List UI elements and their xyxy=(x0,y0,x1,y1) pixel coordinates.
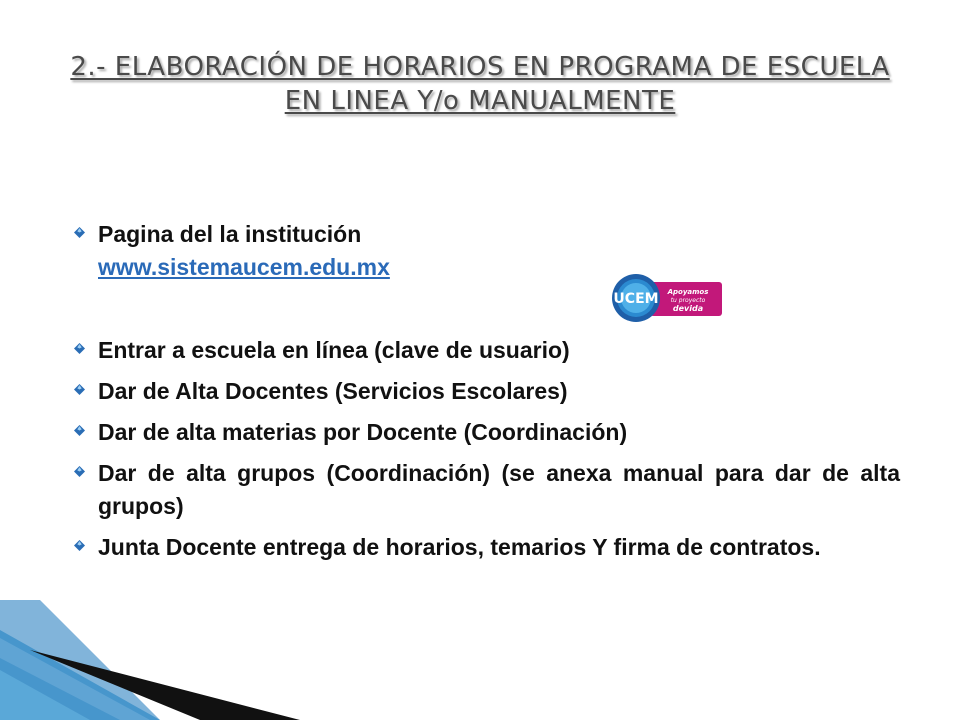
corner-decoration xyxy=(0,600,300,720)
logo-brand: UCEM xyxy=(613,291,659,307)
bullet-item-meeting xyxy=(72,531,900,564)
logo-slogan-3: devida xyxy=(672,304,704,313)
diamond-bullet-icon xyxy=(74,540,85,551)
diamond-bullet-icon xyxy=(74,425,85,436)
bullet-text: Dar de Alta Docentes (Servicios Escolares) xyxy=(98,378,568,404)
bullet-text: Dar de alta grupos (Coordinación) (se anexa manual para dar de alta grupos) xyxy=(98,460,900,519)
bullet-text: Entrar a escuela en línea (clave de usuario) xyxy=(98,337,570,363)
bullet-text: Junta Docente entrega de horarios, temarios Y firma de contratos. xyxy=(98,534,821,560)
bullet-item-subjects xyxy=(72,416,900,449)
diamond-bullet-icon xyxy=(74,384,85,395)
diamond-bullet-icon xyxy=(74,343,85,354)
ucem-logo xyxy=(610,270,724,326)
bullet-item-teachers xyxy=(72,375,900,408)
institution-link[interactable]: www.sistemaucem.edu.mx xyxy=(98,254,390,280)
bullet-item-login xyxy=(72,334,900,367)
bullet-text: Dar de alta materias por Docente (Coordinación) xyxy=(98,419,628,445)
bullet-text: Pagina del la institución xyxy=(98,221,362,247)
diamond-bullet-icon xyxy=(74,466,85,477)
bullet-item-institution-page xyxy=(72,218,900,284)
diamond-bullet-icon xyxy=(74,227,85,238)
bullet-item-groups xyxy=(72,457,900,523)
logo-slogan-1: Apoyamos xyxy=(667,288,709,296)
logo-slogan-2: tu proyecto xyxy=(670,297,706,304)
bullet-list xyxy=(72,218,900,564)
slide-title: 2.- ELABORACIÓN DE HORARIOS EN PROGRAMA DE ESCUELA EN LINEA Y/o MANUALMENTE xyxy=(70,52,890,116)
